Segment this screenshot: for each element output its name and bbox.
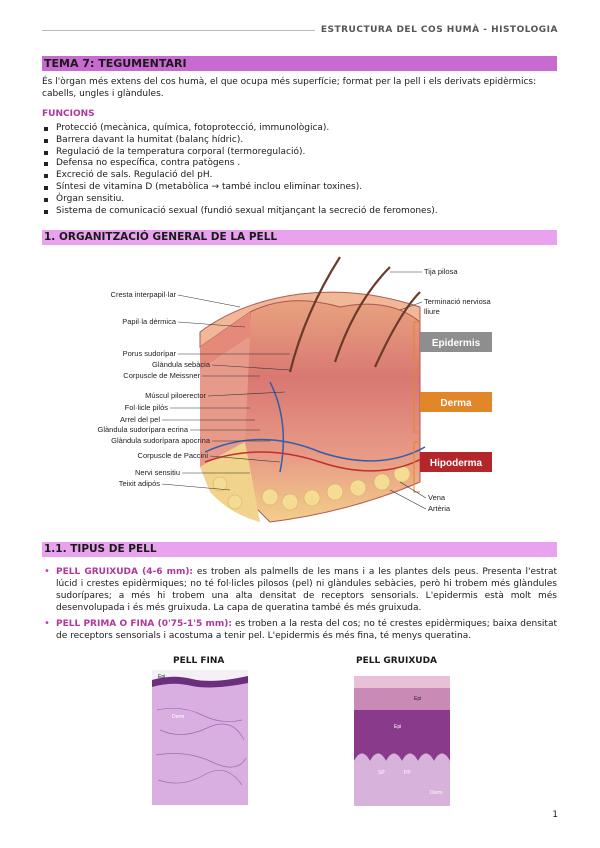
micrograph-pell-fina <box>152 670 248 805</box>
label-arrel: Arrel del pel <box>119 415 160 424</box>
label-sebacia: Glàndula sebàcia <box>152 360 210 369</box>
list-item: Defensa no específica, contra patògens . <box>42 158 438 170</box>
section-heading-tipus: 1.1. TIPUS DE PELL <box>42 542 557 557</box>
label-porus: Porus sudorípar <box>122 349 176 358</box>
label-adipos: Teixit adipós <box>118 479 160 488</box>
label-papil: Papil·la dèrmica <box>122 317 176 326</box>
micro-label: Epi <box>158 674 166 680</box>
label-cresta: Cresta interpapil·lar <box>110 290 176 299</box>
tipus-label: PELL PRIMA O FINA (0'75-1'5 mm): <box>56 619 232 629</box>
label-meissner: Corpuscle de Meissner <box>123 371 200 380</box>
label-nervi: Nervi sensitiu <box>134 468 180 477</box>
list-item: Excreció de sals. Regulació del pH. <box>42 170 438 182</box>
intro-paragraph: És l'òrgan més extens del cos humà, el que ocupa més superfície; format per la pell i els derivats epidèrmics: cabells, ungles i glàndules. <box>42 77 537 99</box>
funcions-heading: FUNCIONS <box>42 109 95 119</box>
list-item: Òrgan sensitiu. <box>42 194 438 206</box>
micro-label: PP <box>404 770 411 776</box>
micro-label: Derm <box>430 790 443 796</box>
tipus-text: es troben a la resta del cos; no té crestes epidèrmiques; baixa densitat de receptors sensorials i acostuma a tenir pel. L'epidermis és més fina, té menys queratina. <box>56 619 557 641</box>
funcions-list <box>42 123 438 217</box>
list-item: Regulació de la temperatura corporal (termoregulació). <box>42 147 438 159</box>
label-arteria: Artèria <box>428 504 451 513</box>
micro-label: Epi <box>414 696 422 702</box>
list-item: Protecció (mecànica, química, fotoprotecció, immunològica). <box>42 123 438 135</box>
label-vena: Vena <box>428 493 446 502</box>
label-piloerector: Múscul piloerector <box>145 391 206 400</box>
list-item <box>42 618 557 642</box>
list-item: Síntesi de vitamina D (metabòlica → també inclou eliminar toxines). <box>42 182 438 194</box>
running-header: ESTRUCTURA DEL COS HUMÀ - HISTOLOGIA <box>315 25 558 35</box>
caption-pell-gruixuda: PELL GRUIXUDA <box>356 656 438 666</box>
layer-label-hipoderma: Hipoderma <box>429 458 483 469</box>
label-apocrina: Glàndula sudorípara apocrina <box>111 436 210 445</box>
list-item <box>42 566 557 614</box>
list-item: Sistema de comunicació sexual (fundió sexual mitjançant la secreció de feromones). <box>42 206 438 218</box>
list-item: Barrera davant la humitat (balanç hídric). <box>42 135 438 147</box>
label-paccini: Corpuscle de Paccini <box>137 451 208 460</box>
layer-label-epidermis: Epidermis <box>431 338 481 349</box>
section-heading-organitzacio: 1. ORGANITZACIÓ GENERAL DE LA PELL <box>42 230 557 245</box>
caption-pell-fina: PELL FINA <box>173 656 225 666</box>
label-terminacio: Terminació nerviosa <box>424 297 491 306</box>
label-ecrina: Glàndula sudorípara ecrina <box>97 425 188 434</box>
tipus-list <box>42 566 557 646</box>
label-folicle: Fol·licle pilós <box>124 403 168 412</box>
tema-title: TEMA 7: TEGUMENTARI <box>42 56 557 71</box>
label-lliure: lliure <box>424 307 440 316</box>
micro-label: Derm <box>172 714 185 720</box>
tipus-text: es troben als palmells de les mans i a les plantes dels peus. Presenta l'estrat lúcid i crestes epidèrmiques; no té fol·licles pilosos (pel) ni glàndules sebàcies, però hi trobem més glàndules sudorípares; a més hi trobem una alta densitat de receptors sensorials. L'epidermis està molt més desenvolupada i és més gruixuda. La capa de queratina també és més gruixuda. <box>56 567 557 613</box>
layer-label-derma: Derma <box>440 398 472 409</box>
label-tija: Tija pilosa <box>424 267 458 276</box>
micro-label: SP <box>378 770 385 776</box>
tipus-label: PELL GRUIXUDA (4-6 mm): <box>56 567 194 577</box>
micro-label: Epi <box>394 724 402 730</box>
micrograph-pell-gruixuda <box>354 676 450 806</box>
page-number: 1 <box>552 810 558 820</box>
skin-diagram <box>90 252 510 532</box>
